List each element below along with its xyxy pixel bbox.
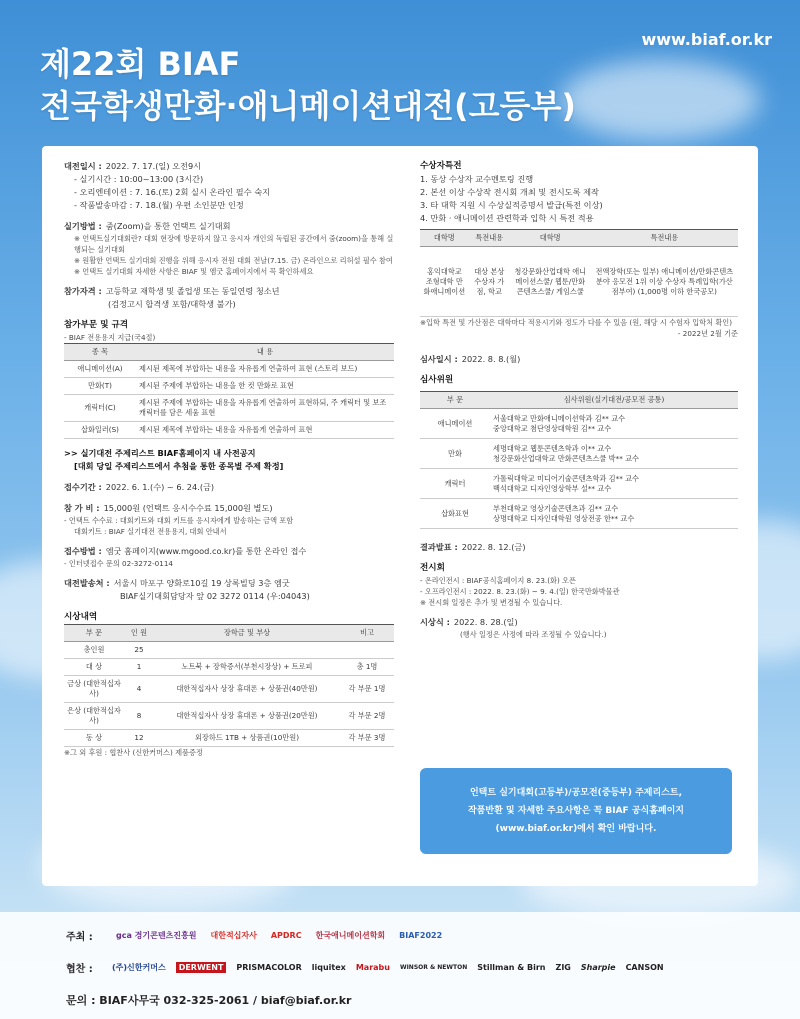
- right-column: [420, 160, 738, 648]
- table-cell: [490, 469, 738, 499]
- eligibility-label: 참가자격 :: [64, 286, 102, 296]
- awards-section: [64, 611, 394, 758]
- table-cell: 총인원: [64, 642, 124, 659]
- benefits-note: - 2022년 2월 기준: [677, 329, 738, 338]
- table-cell: 25: [124, 642, 154, 659]
- method-value: 줌(Zoom)을 통한 언택트 실기대회: [105, 221, 231, 231]
- categories-label: 참가부문 및 규격: [64, 320, 129, 330]
- table-row: [64, 378, 394, 395]
- schedule-item: - 작품발송마감 : 7. 18.(월) 우편 소인분만 인정: [74, 200, 244, 210]
- fee-item: 대회키트 : BIAF 실기대전 전용용지, 대회 안내서: [74, 527, 227, 536]
- judge-name: 부천대학교 영상기술콘텐츠과 김** 교수: [493, 503, 619, 513]
- judging-date-value: 2022. 8. 8.(월): [461, 354, 521, 364]
- table-row: [64, 730, 394, 747]
- host-row: [66, 928, 442, 943]
- table-cell: 대한적십자사 상장 휴대폰 + 상품권(20만원): [154, 703, 340, 730]
- fee-value: 15,000원 (언택트 응시수수료 15,000원 별도): [103, 503, 273, 513]
- contact-info: 문의 : BIAF사무국 032-325-2061 / biaf@biaf.or.kr: [66, 994, 352, 1007]
- awards-table: [64, 624, 394, 747]
- how-label: 접수방법 :: [64, 546, 102, 556]
- table-cell: [154, 642, 340, 659]
- host-logo: BIAF2022: [399, 931, 443, 940]
- table-cell: 노트북 + 장학증서(부천시장상) + 트로피: [154, 659, 340, 676]
- sponsor-logo: Marabu: [355, 963, 390, 972]
- table-cell: [490, 439, 738, 469]
- table-row: [420, 247, 738, 317]
- table-cell: 각 부문 1명: [340, 676, 394, 703]
- page-title: [40, 44, 576, 128]
- table-row: [64, 422, 394, 439]
- schedule-item: - 실기시간 : 10:00~13:00 (3시간): [74, 174, 204, 184]
- application-section: [64, 481, 394, 494]
- table-header: 부 문: [420, 392, 490, 409]
- exhibition-label: 전시회: [420, 563, 445, 573]
- eligibility-section: [64, 285, 394, 311]
- method-note: ※ 언택트 실기대회 자세한 사항은 BIAF 및 엠굿 홈페이지에서 꼭 확인하세요: [74, 267, 314, 276]
- schedule-value: 2022. 7. 17.(일) 오전9시: [105, 161, 202, 171]
- mail-section: [64, 577, 394, 603]
- table-cell: 삽화일러(S): [64, 422, 136, 439]
- table-cell: 12: [124, 730, 154, 747]
- judges-table: [420, 391, 738, 529]
- table-header: 종 목: [64, 344, 136, 361]
- benefits-section: [420, 160, 738, 339]
- benefit-item: 4. 만화 · 애니메이션 관련학과 입학 시 특전 적용: [420, 213, 594, 223]
- table-cell: 제시된 주제에 부합하는 내용을 한 컷 만화로 표현: [136, 378, 394, 395]
- fee-item: - 언택트 수수료 : 대회키트와 대회 키트를 응시자에게 발송하는 금액 포함: [64, 516, 294, 525]
- table-cell: 은상 (대한적십자사): [64, 703, 124, 730]
- table-cell: 각 부문 3명: [340, 730, 394, 747]
- results-label: 결과발표 :: [420, 542, 458, 552]
- judge-name: 중앙대학교 첨단영상대학원 김** 교수: [493, 423, 612, 433]
- table-cell: 동 상: [64, 730, 124, 747]
- table-header: 내 용: [136, 344, 394, 361]
- host-logo: 한국애니메이션학회: [315, 931, 386, 940]
- benefits-note: ※입학 특전 및 가산점은 대학마다 적용시기와 정도가 다를 수 있음 (원, 해당 시 수험자 입학처 확인): [420, 318, 733, 327]
- table-header: 장학금 및 부상: [154, 625, 340, 642]
- title-line-1: 제22회 BIAF: [40, 45, 241, 83]
- exhibition-item: - 오프라인전시 : 2022. 8. 23.(화) ~ 9. 4.(일) 한국만화박물관: [420, 587, 620, 596]
- host-label: 주최 :: [66, 932, 93, 943]
- judge-name: 청강문화산업대학교 만화콘텐츠스쿨 박** 교수: [493, 453, 639, 463]
- notice-box: [420, 768, 732, 854]
- table-cell: 만화: [420, 439, 490, 469]
- judging-date-section: [420, 353, 738, 366]
- exhibition-item: ※ 전시회 일정은 추가 및 변경될 수 있습니다.: [420, 598, 563, 607]
- table-header: 대학명: [420, 230, 469, 247]
- sponsor-logo: CANSON: [625, 963, 664, 972]
- table-cell: 금상 (대한적십자사): [64, 676, 124, 703]
- table-cell: 캐릭터: [420, 469, 490, 499]
- table-cell: 제시된 주제에 부합하는 내용을 자유롭게 연출하여 표현하되, 주 캐릭터 및 보조캐릭터를 담은 세움 표현: [136, 395, 394, 422]
- table-row: [64, 659, 394, 676]
- table-row: [64, 676, 394, 703]
- table-header: 특전내용: [591, 230, 738, 247]
- notice-line: 작품반환 및 자세한 주요사항은 꼭 BIAF 공식홈페이지: [467, 806, 684, 816]
- exhibition-item: - 온라인전시 : BIAF공식홈페이지 8. 23.(화) 오픈: [420, 576, 576, 585]
- title-line-2: 전국학생만화·애니메이션대전(고등부): [40, 87, 576, 125]
- table-cell: 8: [124, 703, 154, 730]
- ceremony-sub: (행사 일정은 사정에 따라 조정될 수 있습니다.): [460, 630, 607, 639]
- table-cell: 청강문화산업대학 애니메이션스쿨/ 웹툰/만화콘텐츠스쿨/ 게임스쿨: [510, 247, 591, 317]
- method-section: [64, 220, 394, 277]
- judge-name: 가톨릭대학교 미디어기술콘텐츠학과 김** 교수: [493, 473, 639, 483]
- table-header: 부 문: [64, 625, 124, 642]
- awards-note: ※그 외 후원 : 협찬사 (신한커머스) 제품증정: [64, 748, 203, 757]
- ceremony-value: 2022. 8. 28.(일): [453, 617, 518, 627]
- sponsor-logo: liquitex: [311, 963, 346, 972]
- table-cell: 제시된 제목에 부합하는 내용을 자유롭게 연출하여 표현 (스토리 보드): [136, 361, 394, 378]
- table-row: [64, 642, 394, 659]
- table-row: [420, 409, 738, 439]
- fee-section: [64, 502, 394, 537]
- cloud-decoration: [560, 60, 760, 140]
- sponsor-logo: Stillman & Birn: [477, 963, 546, 972]
- categories-sub: - BIAF 전용용지 지급(국4절): [64, 333, 156, 342]
- benefits-label: 수상자특전: [420, 161, 462, 171]
- table-header: 인 원: [124, 625, 154, 642]
- table-cell: 전액장학(또는 일부) 애니메이션/만화콘텐츠 분야 응모전 1위 이상 수상자 특례입학(가산점부여) (1,000명 이하 한국공모): [591, 247, 738, 317]
- sponsor-logo: PRISMACOLOR: [236, 963, 302, 972]
- how-sub: - 인터넷접수 문의 02-3272-0114: [64, 559, 173, 568]
- host-logo: APDRC: [270, 931, 302, 940]
- table-cell: 애니메이션(A): [64, 361, 136, 378]
- mail-label: 대전발송처 :: [64, 578, 110, 588]
- table-cell: 홍익대학교 조형대학 만화애니메이션: [420, 247, 469, 317]
- sponsor-logo: WINSOR & NEWTON: [399, 964, 468, 971]
- table-header: 특전내용: [469, 230, 510, 247]
- table-cell: 1: [124, 659, 154, 676]
- sponsor-label: 협찬 :: [66, 964, 93, 975]
- schedule-section: [64, 160, 394, 212]
- benefits-table: [420, 229, 738, 317]
- schedule-item: - 오리엔테이션 : 7. 16.(토) 2회 실시 온라인 필수 숙지: [74, 187, 271, 197]
- table-cell: 총 1명: [340, 659, 394, 676]
- table-cell: 대 상: [64, 659, 124, 676]
- ceremony-section: [420, 616, 738, 640]
- topic-notice-line: >> 실기대전 주제리스트 BIAF홈페이지 내 사전공지: [64, 448, 256, 458]
- categories-table: [64, 343, 394, 439]
- table-row: [64, 361, 394, 378]
- notice-line: (www.biaf.or.kr)에서 확인 바랍니다.: [495, 824, 657, 834]
- fee-label: 참 가 비 :: [64, 503, 100, 513]
- table-row: [420, 499, 738, 529]
- how-section: [64, 545, 394, 569]
- judging-date-label: 심사일시 :: [420, 354, 458, 364]
- table-header: 비고: [340, 625, 394, 642]
- site-url[interactable]: www.biaf.or.kr: [641, 30, 772, 49]
- content-panel: [42, 146, 758, 886]
- application-value: 2022. 6. 1.(수) ~ 6. 24.(금): [105, 482, 215, 492]
- exhibition-section: [420, 562, 738, 608]
- judge-name: 세명대학교 웹툰콘텐츠학과 이** 교수: [493, 443, 612, 453]
- notice-line: 언택트 실기대회(고등부)/공모전(중등부) 주제리스트,: [469, 788, 682, 798]
- table-row: [64, 703, 394, 730]
- host-logo: 대한적십자사: [210, 931, 257, 940]
- judge-name: 서울대학교 만화애니메이션학과 김** 교수: [493, 413, 626, 423]
- results-section: [420, 541, 738, 554]
- benefit-item: 1. 동상 수상자 교수멘토링 진행: [420, 174, 534, 184]
- table-cell: 4: [124, 676, 154, 703]
- table-cell: 외장하드 1TB + 상품권(10만원): [154, 730, 340, 747]
- left-column: [64, 160, 394, 766]
- table-row: [64, 395, 394, 422]
- table-cell: 제시된 제목에 부합하는 내용을 자유롭게 연출하여 표현: [136, 422, 394, 439]
- mail-sub: BIAF실기대회담당자 앞 02 3272 0114 (우:04043): [120, 591, 310, 601]
- results-value: 2022. 8. 12.(금): [461, 542, 526, 552]
- application-label: 접수기간 :: [64, 482, 102, 492]
- method-note: ※ 언택트실기대회란? 대회 현장에 방문하지 않고 응시자 개인의 독립된 공간에서 줌(zoom)을 통해 실행되는 실기대회: [74, 234, 394, 254]
- method-note: ※ 원활한 언택트 실기대회 진행을 위해 응시자 전원 대회 전날(7.15. 금) 온라인으로 리허설 필수 참여: [74, 256, 393, 265]
- table-cell: 대한적십자사 상장 휴대폰 + 상품권(40만원): [154, 676, 340, 703]
- sponsor-logo: ZIG: [555, 963, 571, 972]
- topic-notice: [64, 447, 394, 473]
- table-cell: 각 부문 2명: [340, 703, 394, 730]
- sponsor-logo: (주)신한커머스: [112, 963, 166, 972]
- table-header: 심사위원(실기대전/공모전 공통): [490, 392, 738, 409]
- footer: [0, 912, 800, 1019]
- method-label: 실기방법 :: [64, 221, 102, 231]
- sponsor-logo: DERWENT: [176, 962, 227, 973]
- table-cell: 만화(T): [64, 378, 136, 395]
- eligibility-value: 고등학교 재학생 및 졸업생 또는 동일연령 청소년: [105, 286, 280, 296]
- table-cell: [490, 409, 738, 439]
- table-cell: 대상 본상 수상자 가점, 학교: [469, 247, 510, 317]
- host-logo: gca 경기콘텐츠진흥원: [116, 931, 197, 940]
- topic-notice-line: [대회 당일 주제리스트에서 추첨을 통한 종목별 주제 확정]: [74, 461, 284, 471]
- sponsor-logo: Sharpie: [580, 963, 616, 972]
- table-cell: [490, 499, 738, 529]
- eligibility-sub: (검정고시 합격생 포함/대학생 불가): [108, 299, 236, 309]
- sponsor-row: [66, 960, 664, 975]
- judges-section: [420, 374, 738, 529]
- table-cell: 캐릭터(C): [64, 395, 136, 422]
- judges-label: 심사위원: [420, 375, 454, 385]
- benefit-item: 2. 본선 이상 수상작 전시회 개최 및 전시도록 제작: [420, 187, 599, 197]
- judge-name: 상명대학교 디자인대학원 영상전공 한** 교수: [493, 513, 635, 523]
- schedule-label: 대전일시 :: [64, 161, 102, 171]
- benefit-item: 3. 타 대학 지원 시 수상실적증명서 발급(특전 이상): [420, 200, 603, 210]
- categories-section: [64, 319, 394, 439]
- table-cell: 애니메이션: [420, 409, 490, 439]
- mail-value: 서울시 마포구 양화로10길 19 상록빌딩 3층 엠굿: [113, 578, 290, 588]
- judge-name: 백석대학교 디자인영상학부 설** 교수: [493, 483, 612, 493]
- table-row: [420, 439, 738, 469]
- table-header: 대학명: [510, 230, 591, 247]
- table-cell: 삽화표현: [420, 499, 490, 529]
- how-value: 엠굿 홈페이지(www.mgood.co.kr)를 통한 온라인 접수: [105, 546, 307, 556]
- table-row: [420, 469, 738, 499]
- table-cell: [340, 642, 394, 659]
- ceremony-label: 시상식 :: [420, 617, 450, 627]
- awards-label: 시상내역: [64, 612, 98, 622]
